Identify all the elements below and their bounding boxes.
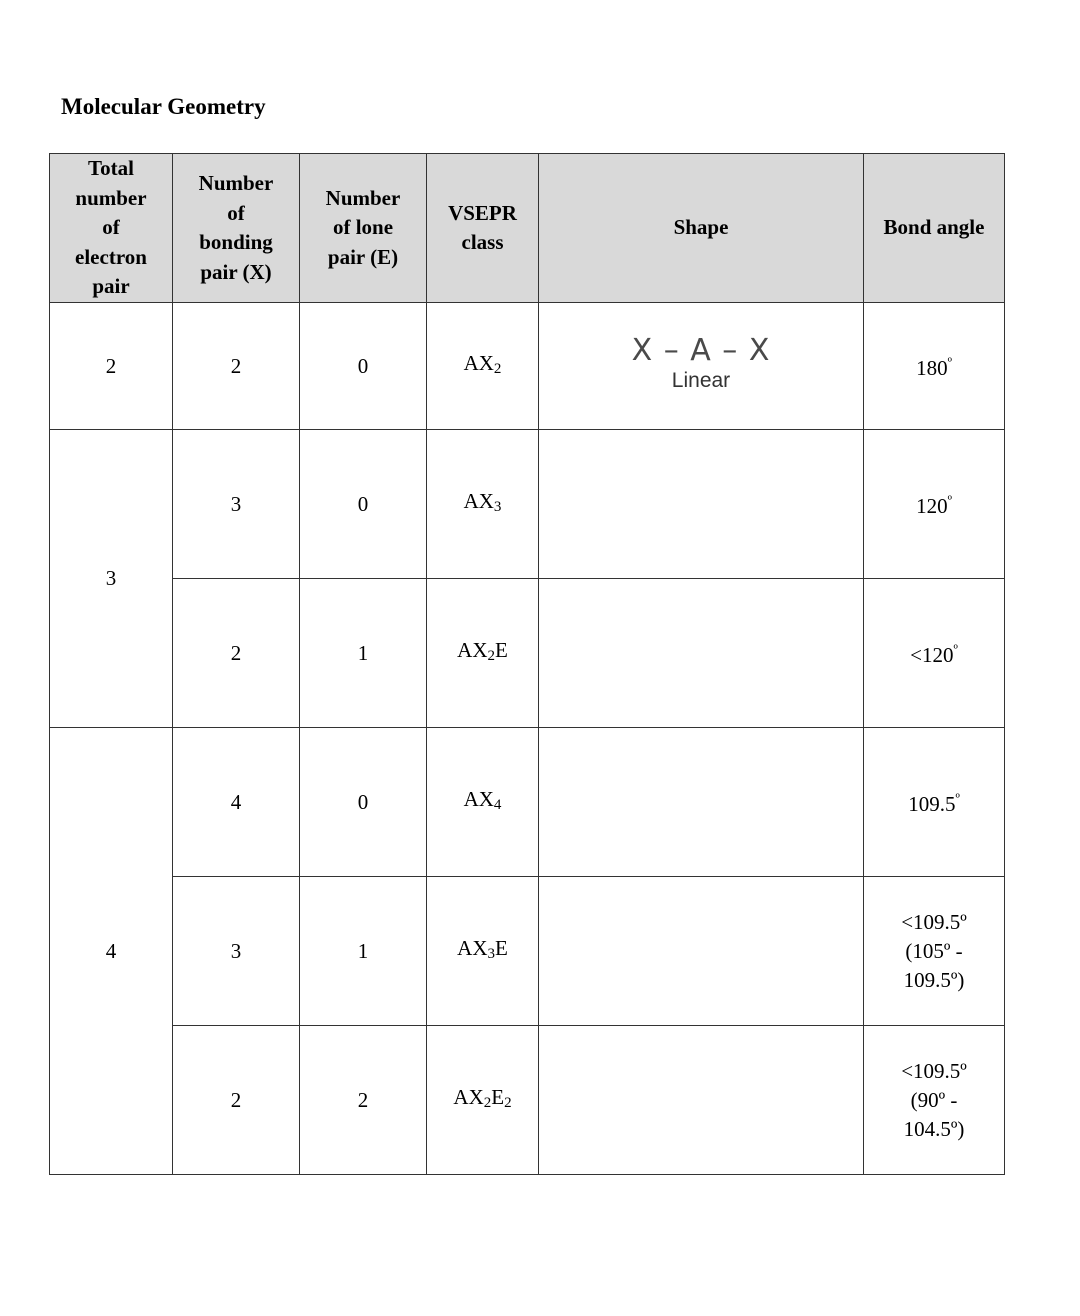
bond-angle-cell — [864, 430, 1005, 579]
degree-sign: º — [953, 643, 958, 658]
header-line: number — [75, 185, 147, 210]
bonding-pair-cell: 2 — [173, 1026, 300, 1175]
angle-value: <120 — [910, 643, 954, 667]
bond-angle-cell — [864, 579, 1005, 728]
class-part: E — [495, 935, 508, 960]
total-pair-cell: 2 — [50, 303, 173, 430]
shape-cell — [539, 303, 864, 430]
degree-sign: º — [955, 792, 960, 807]
shape-cell — [539, 1026, 864, 1175]
lone-pair-cell: 1 — [300, 579, 427, 728]
table-row — [50, 1026, 1005, 1175]
header-line: Number — [325, 185, 401, 210]
bonding-pair-cell: 2 — [173, 579, 300, 728]
table-row — [50, 728, 1005, 877]
lone-pair-cell: 0 — [300, 430, 427, 579]
bond-angle-cell — [864, 303, 1005, 430]
class-subscript: 2 — [504, 1094, 512, 1111]
table-row — [50, 303, 1005, 430]
bond-angle-cell — [864, 877, 1005, 1026]
class-part: AX — [463, 786, 494, 811]
class-subscript: 3 — [493, 498, 502, 515]
angle-line: (90º - — [910, 1087, 958, 1112]
shape-cell — [539, 877, 864, 1026]
lone-pair-cell: 1 — [300, 877, 427, 1026]
header-line: of — [102, 215, 120, 240]
bonding-pair-cell: 3 — [173, 430, 300, 579]
header-bonding-pair — [173, 154, 300, 303]
lone-pair-cell: 0 — [300, 303, 427, 430]
header-line: Total — [88, 156, 134, 181]
header-line: of lone — [332, 215, 394, 240]
header-line: class — [461, 230, 504, 254]
header-line: pair (E) — [327, 244, 399, 269]
class-part: AX — [463, 350, 494, 375]
angle-line: <109.5º — [901, 909, 967, 934]
bond-angle-cell — [864, 728, 1005, 877]
lone-pair-cell: 0 — [300, 728, 427, 877]
angle-line: 109.5º) — [903, 967, 965, 992]
table-row — [50, 430, 1005, 579]
angle-value: 120 — [916, 494, 948, 518]
bonding-pair-cell: 3 — [173, 877, 300, 1026]
shape-cell — [539, 430, 864, 579]
class-subscript: 4 — [493, 796, 502, 813]
header-line: of — [227, 200, 245, 225]
degree-sign: º — [947, 494, 952, 509]
header-line: pair (X) — [200, 259, 272, 284]
total-pair-cell: 4 — [50, 728, 173, 1175]
header-shape: Shape — [539, 154, 864, 303]
shape-cell — [539, 728, 864, 877]
angle-line: (105º - — [905, 938, 963, 963]
bond-angle-cell — [864, 1026, 1005, 1175]
page-title: Molecular Geometry — [61, 94, 266, 119]
class-part: AX — [457, 637, 488, 662]
vsepr-class-cell — [427, 728, 539, 877]
header-line: Number — [198, 171, 274, 195]
class-part: E — [491, 1084, 505, 1109]
class-subscript: 2 — [493, 360, 502, 377]
vsepr-class-cell — [427, 303, 539, 430]
header-vsepr-class — [427, 154, 539, 303]
angle-line: 104.5º) — [903, 1116, 965, 1141]
shape-cell — [539, 579, 864, 728]
linear-shape-diagram — [543, 334, 859, 394]
header-line: VSEPR — [448, 200, 517, 225]
class-part: AX — [463, 488, 494, 513]
header-line: electron — [75, 244, 147, 269]
angle-value: 180 — [916, 356, 948, 380]
header-lone-pair — [300, 154, 427, 303]
molecular-geometry-table — [49, 153, 1005, 1175]
class-part: AX — [457, 935, 488, 960]
header-total-electron-pair — [50, 154, 173, 303]
total-pair-cell: 3 — [50, 430, 173, 728]
lone-pair-cell: 2 — [300, 1026, 427, 1175]
header-line: pair — [92, 274, 130, 299]
angle-line: <109.5º — [901, 1058, 967, 1083]
table-row — [50, 579, 1005, 728]
header-bond-angle: Bond angle — [864, 154, 1005, 303]
bonding-pair-cell: 4 — [173, 728, 300, 877]
vsepr-class-cell — [427, 877, 539, 1026]
table-row — [50, 877, 1005, 1026]
header-line: bonding — [199, 230, 273, 254]
vsepr-class-cell — [427, 1026, 539, 1175]
vsepr-class-cell — [427, 579, 539, 728]
shape-name: Linear — [671, 369, 731, 392]
class-subscript: 2 — [483, 1094, 492, 1111]
header-row — [50, 154, 1005, 303]
bonding-pair-cell: 2 — [173, 303, 300, 430]
shape-formula: X – A – X — [631, 333, 771, 368]
class-part: E — [495, 637, 508, 662]
degree-sign: º — [947, 356, 952, 371]
class-part: AX — [453, 1084, 484, 1109]
class-subscript: 2 — [487, 647, 495, 664]
angle-value: 109.5 — [908, 792, 956, 816]
vsepr-class-cell — [427, 430, 539, 579]
class-subscript: 3 — [487, 945, 495, 962]
